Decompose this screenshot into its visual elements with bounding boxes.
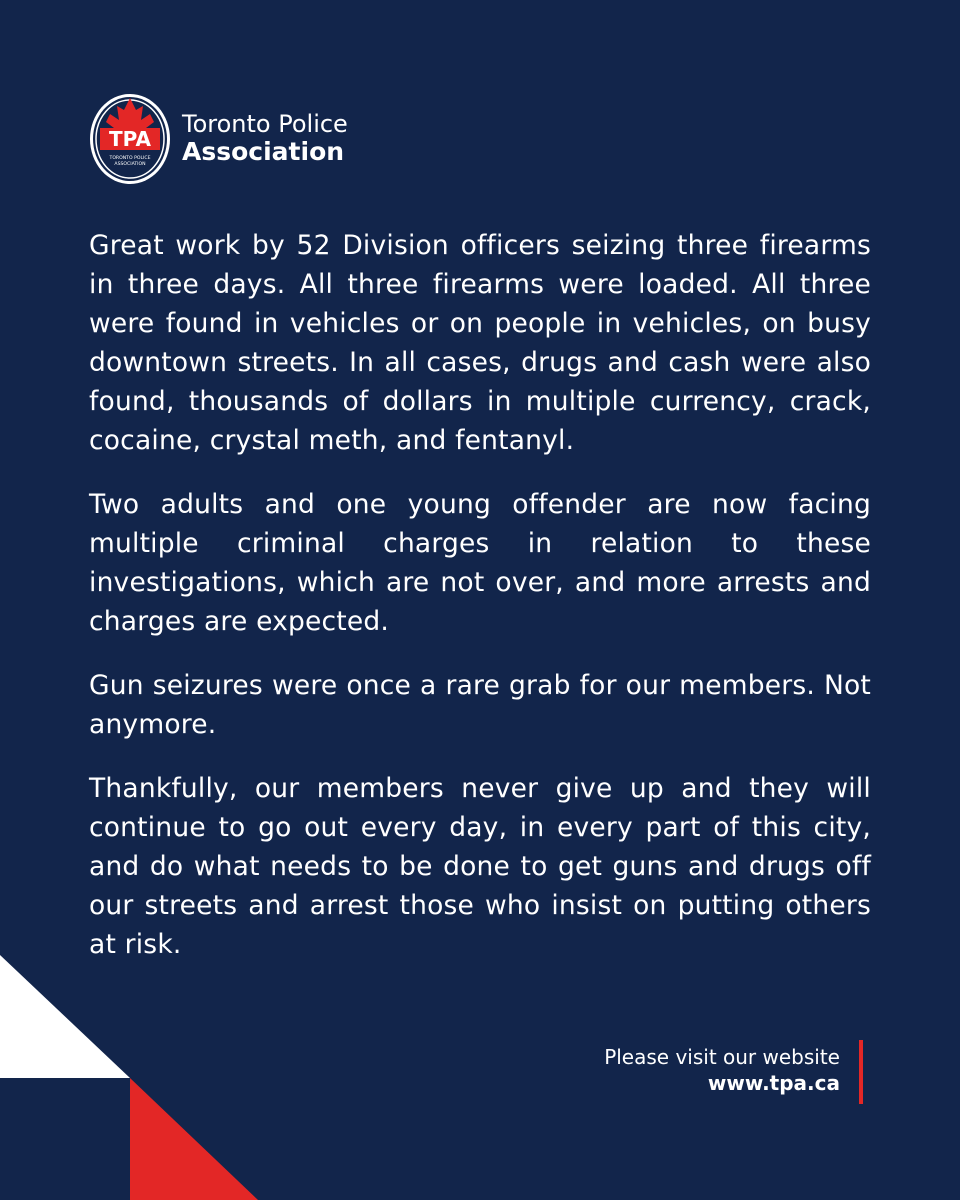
website-prompt: Please visit our website [604,1045,840,1069]
paragraph-3: Gun seizures were once a rare grab for our members. Not anymore. [89,670,871,740]
svg-text:TORONTO POLICE: TORONTO POLICE [109,156,151,161]
logo-letters: TPA [109,127,151,151]
red-triangle-decoration [130,1078,260,1200]
paragraph-1: Great work by 52 Division officers seizing three firearms in three days. All three firearms were loaded. All three were found in vehicles or on people in vehicles, on busy downtown streets. In all cases, drugs and cash were also found, thousands of dollars in multiple currency, crack, cocaine, crystal meth, and fentanyl. [89,230,871,456]
footer-website [604,1044,840,1096]
header [88,92,348,186]
footer-accent-bar [859,1040,863,1104]
svg-text:ASSOCIATION: ASSOCIATION [114,162,146,167]
website-link[interactable]: www.tpa.ca [707,1071,840,1095]
tpa-logo [88,92,172,186]
statement-text [89,226,871,989]
org-name-line1: Toronto Police [182,109,348,138]
paragraph-2: Two adults and one young offender are now facing multiple criminal charges in relation to these investigations, which are not over, and more arrests and charges are expected. [89,489,871,637]
org-name-line2: Association [182,137,345,167]
org-name [182,111,348,167]
paragraph-4: Thankfully, our members never give up and they will continue to go out every day, in every part of this city, and do what needs to be done to get guns and drugs off our streets and arrest those who insist on putting others at risk. [89,773,871,960]
white-triangle-decoration [0,955,132,1079]
